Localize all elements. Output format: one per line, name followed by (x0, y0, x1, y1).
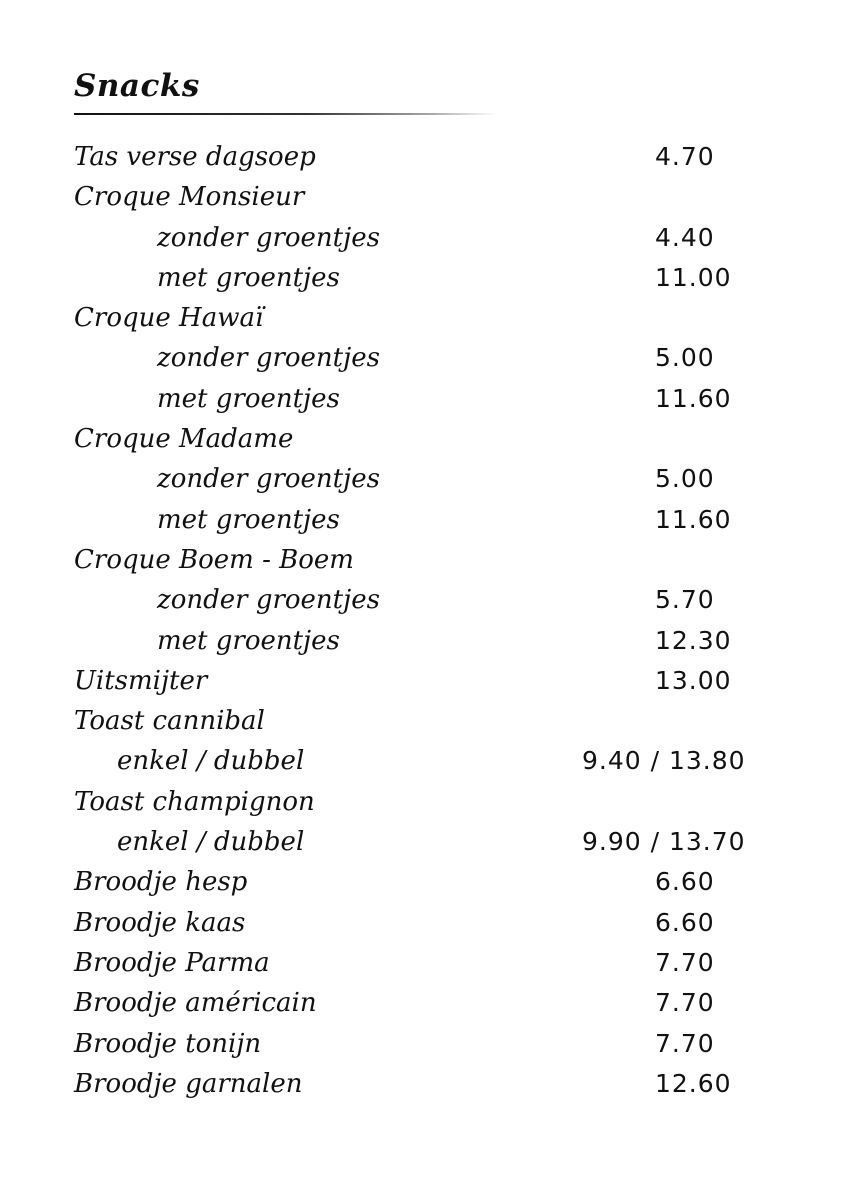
item-price: 13.00 (655, 665, 732, 695)
item-price: 7.70 (655, 988, 715, 1018)
item-price: 7.70 (655, 1028, 715, 1058)
item-price: 9.40 / 13.80 (582, 746, 746, 776)
item-price: 12.30 (655, 625, 732, 655)
menu-subitem (0, 218, 845, 258)
item-name: enkel / dubbel (117, 827, 305, 858)
menu-list (0, 137, 845, 1104)
item-name: met groentjes (157, 383, 340, 414)
item-name: zonder groentjes (157, 585, 380, 616)
item-price: 7.70 (655, 947, 715, 977)
item-price: 6.60 (655, 867, 715, 897)
item-name: Croque Boem - Boem (74, 544, 354, 575)
menu-item (0, 1064, 845, 1104)
item-name: Croque Monsieur (74, 182, 305, 213)
menu-subitem (0, 741, 845, 781)
item-name: zonder groentjes (157, 222, 380, 253)
menu-subitem (0, 822, 845, 862)
menu-subitem (0, 258, 845, 298)
menu-subitem (0, 500, 845, 540)
menu-subitem (0, 379, 845, 419)
item-name: zonder groentjes (157, 464, 380, 495)
menu-subitem (0, 459, 845, 499)
menu-subitem (0, 621, 845, 661)
item-name: Broodje garnalen (74, 1068, 303, 1099)
menu-item (0, 1024, 845, 1064)
menu-item (0, 862, 845, 902)
menu-item (0, 782, 845, 822)
item-price: 4.70 (655, 142, 715, 171)
item-name: Broodje kaas (74, 907, 246, 938)
menu-item (0, 177, 845, 217)
item-price: 5.00 (655, 464, 715, 494)
item-price: 5.70 (655, 585, 715, 615)
item-price: 11.00 (655, 262, 732, 292)
item-price: 4.40 (655, 222, 715, 252)
menu-subitem (0, 580, 845, 620)
item-name: Broodje américain (74, 988, 317, 1019)
menu-item (0, 903, 845, 943)
item-price: 6.60 (655, 907, 715, 937)
item-name: met groentjes (157, 504, 340, 535)
item-price: 12.60 (655, 1068, 732, 1098)
item-name: Croque Madame (74, 424, 294, 455)
menu-item (0, 943, 845, 983)
item-name: Toast cannibal (74, 706, 265, 737)
item-name: Croque Hawaï (74, 303, 264, 334)
item-name: Tas verse dagsoep (74, 142, 316, 172)
item-price: 11.60 (655, 504, 732, 534)
item-price: 5.00 (655, 343, 715, 373)
item-name: Broodje tonijn (74, 1028, 262, 1059)
menu-item (0, 540, 845, 580)
item-name: zonder groentjes (157, 343, 380, 374)
title-underline (74, 113, 496, 115)
page-title: Snacks (74, 68, 200, 104)
item-name: met groentjes (157, 262, 340, 293)
item-name: Broodje hesp (74, 867, 248, 898)
item-name: Toast champignon (74, 786, 315, 817)
item-name: Broodje Parma (74, 947, 270, 978)
menu-item (0, 701, 845, 741)
item-name: enkel / dubbel (117, 746, 305, 777)
item-name: met groentjes (157, 625, 340, 656)
item-price: 11.60 (655, 383, 732, 413)
menu-item (0, 419, 845, 459)
menu-item (0, 298, 845, 338)
item-name: Uitsmijter (74, 665, 208, 696)
item-price: 9.90 / 13.70 (582, 827, 746, 857)
menu-item (0, 983, 845, 1023)
menu-item (0, 661, 845, 701)
menu-subitem (0, 338, 845, 378)
menu-item (0, 137, 845, 177)
